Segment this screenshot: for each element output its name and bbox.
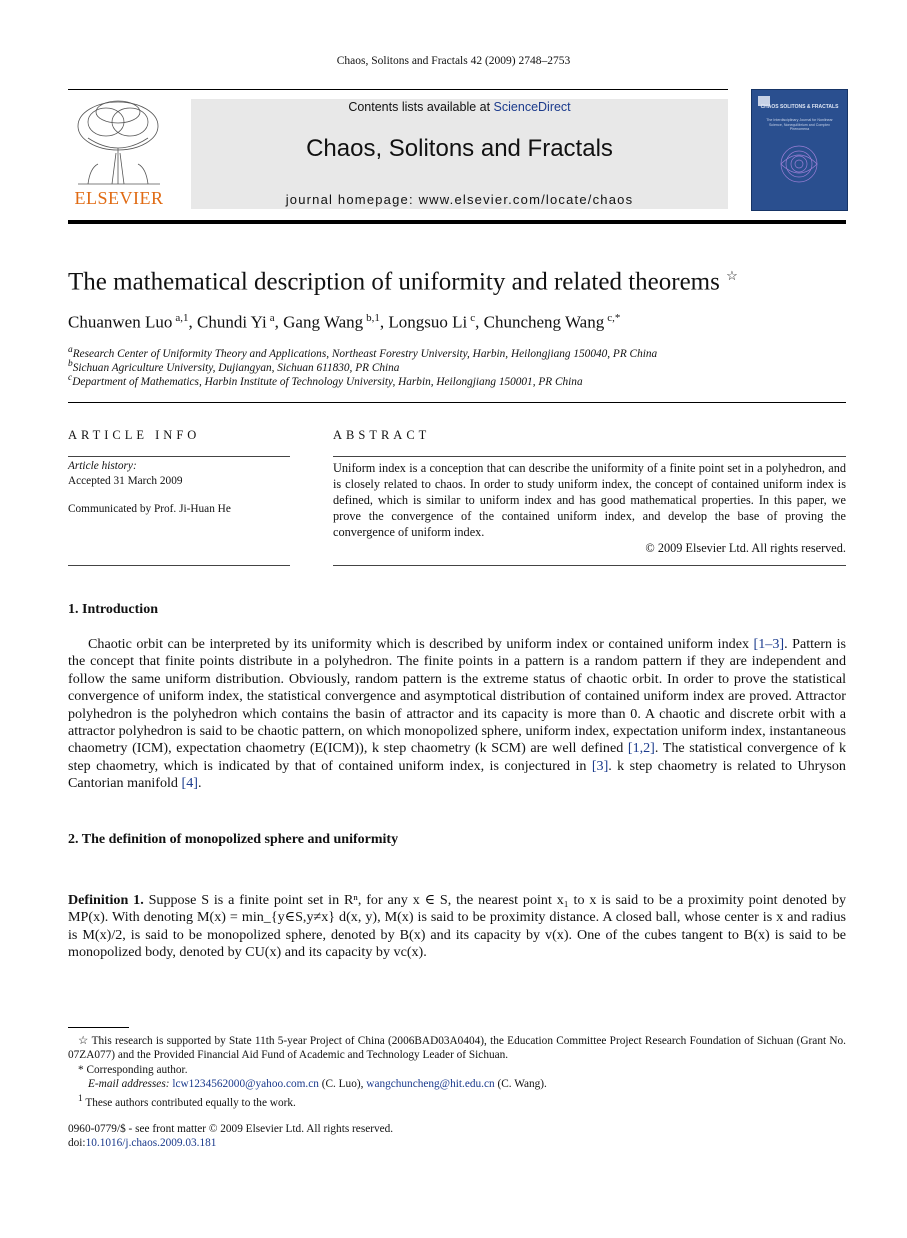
ref-link-4[interactable]: [4] (181, 775, 198, 792)
elsevier-tree-icon (68, 98, 170, 186)
definition-label: Definition 1. (68, 892, 144, 908)
section-1-paragraph: Chaotic orbit can be interpreted by its uniformity which is described by uniform index or contained uniform index [1–3]. Pattern is the concept that finite points distribute in a polyhedron. The finite points in a pattern is a random pattern if they are independent and follow the same uniform distribution. Obviously, random pattern is the extreme status of chaotic orbit. In order to prove the statistical convergence of uniform index, the statistical convergence and asymptotical distribution of contained uniform index are proved. Attractor polyhedron is the polyhedron which contains the basin of attractor and its capacity is more than 0. A chaotic and discrete orbit with a attractor polyhedron is said to be chaotic pattern, on which monopolized sphere, uniform index, expectation uniform index, instantaneous chaometry (ICM), expectation chaometry (E(ICM)), k step chaometry (k SCM) are well defined [1,2]. The statistical convergence of k step chaometry, which is indicated by that of contained uniform index, is conjectured in [3]. k step chaometry is related to Uhryson Cantorian manifold [4]. (68, 636, 847, 792)
elsevier-logo (68, 98, 170, 210)
publisher-wordmark: ELSEVIER (74, 188, 164, 208)
cover-title: CHAOS SOLITONS & FRACTALS (760, 104, 839, 110)
footnote-emails: E-mail addresses: lcw1234562000@yahoo.com.cn (C. Luo), wangchuncheng@hit.edu.cn (C. Wang). (88, 1078, 547, 1090)
cover-subtitle: The Interdisciplinary Journal for Nonlinear Science, Nonequilibrium and Complex Phenomena (766, 118, 833, 132)
contents-line: Contents lists available at ScienceDirect (348, 100, 571, 114)
author-separator: , (379, 312, 389, 332)
accepted-date: Accepted 31 March 2009 (68, 475, 183, 487)
abstract-heading: ABSTRACT (333, 428, 431, 442)
author-name: Chuanwen Luo (68, 312, 173, 332)
footnote-corresponding: * Corresponding author. (78, 1064, 188, 1076)
abstract-bottom-rule (333, 565, 846, 566)
author-affiliation-mark[interactable]: c (470, 312, 476, 324)
author-affiliation-mark[interactable]: c,* (607, 312, 621, 324)
author-separator: , (188, 312, 197, 332)
footnote-equal-contribution: $^1$ These authors contributed equally to the work. (78, 1094, 296, 1109)
author-name: Chuncheng Wang (483, 312, 605, 332)
footnote-rule (68, 1027, 129, 1028)
article-info-rule (68, 456, 290, 457)
author-affiliation-mark[interactable]: a,1 (175, 312, 189, 324)
abstract-text: Uniform index is a conception that can describe the uniformity of a finite point set in a polyhedron, and is closely related to chaos. In order to study uniform index, the concept of contained uniform index is defined, which is similar to uniform index and has good mathematical properties. In this paper, we prove the convergence of the contained uniform index, and develop the base of proving the convergence of uniform index. (333, 461, 846, 540)
affiliation-c: $^c$Department of Mathematics, Harbin Institute of Technology University, Harbin, Heilongjiang 150001, PR China (68, 373, 583, 388)
header-bottom-rule (68, 220, 846, 224)
journal-name: Chaos, Solitons and Fractals (306, 135, 613, 162)
author-affiliation-mark[interactable]: b,1 (366, 312, 380, 324)
doi-line: doi:10.1016/j.chaos.2009.03.181 (68, 1137, 217, 1149)
doi-link[interactable]: 10.1016/j.chaos.2009.03.181 (85, 1137, 217, 1149)
cover-fractal-icon (774, 142, 824, 186)
affiliation-b: $^b$Sichuan Agriculture University, Dujiangyan, Sichuan 611830, PR China (68, 359, 400, 374)
author-separator: , (475, 312, 484, 332)
abstract-rule (333, 456, 846, 457)
ref-link-2[interactable]: [1,2] (627, 740, 655, 757)
header-top-rule (68, 89, 728, 90)
section-1-heading: 1. Introduction (68, 602, 158, 617)
abstract-copyright: © 2009 Elsevier Ltd. All rights reserved. (645, 541, 846, 555)
author-name: Longsuo Li (388, 312, 468, 332)
footnote-funding: ☆ This research is supported by State 11th 5-year Project of China (2006BAD03A0404), the Education Committee Project Research Foundation of Sichuan (Grant No. 07ZA077) and the Provided Financial Aid Fund of Academic and Technology Leader of Sichuan. (68, 1035, 846, 1062)
email-link-wang[interactable]: wangchuncheng@hit.edu.cn (366, 1078, 495, 1090)
author-affiliation-mark[interactable]: a (269, 312, 275, 324)
journal-homepage[interactable]: journal homepage: www.elsevier.com/locate/chaos (285, 192, 634, 207)
title-footnote-mark[interactable]: ☆ (726, 268, 738, 283)
sciencedirect-link[interactable]: ScienceDirect (493, 100, 571, 114)
article-title: The mathematical description of uniformity and related theorems ☆ (68, 268, 738, 296)
author-name: Gang Wang (283, 312, 364, 332)
author-name: Chundi Yi (196, 312, 267, 332)
author-list (68, 312, 620, 333)
ref-link-3[interactable]: [3] (591, 757, 609, 774)
article-history-label: Article history: (68, 460, 137, 472)
communicated-by: Communicated by Prof. Ji-Huan He (68, 503, 231, 515)
journal-cover (751, 89, 848, 211)
email-link-luo[interactable]: lcw1234562000@yahoo.com.cn (172, 1078, 319, 1090)
definition-1: Definition 1. Suppose S is a finite point set in Rⁿ, for any x ∈ S, the nearest point x₁ to x is said to be a proximity point denoted by MP(x). With denoting M(x) = min_{y∈S,y≠x} d(x, y), M(x) is said to be proximity distance. A closed ball, whose center is x and radius is M(x)/2, is said to be monopolized sphere, denoted by B(x) and its capacity by v(x). One of the cubes tangent to B(x) is said to be monopolized body, denoted by CU(x) and its capacity by vc(x). (68, 892, 846, 961)
article-info-heading: ARTICLE INFO (68, 428, 201, 442)
ref-link-1[interactable]: [1–3] (753, 636, 785, 652)
journal-banner (191, 99, 728, 209)
author-separator: , (274, 312, 284, 332)
affiliations-rule (68, 402, 846, 403)
journal-citation: Chaos, Solitons and Fractals 42 (2009) 2748–2753 (336, 55, 571, 67)
section-2-heading: 2. The definition of monopolized sphere and uniformity (68, 832, 399, 847)
affiliation-a: $^a$Research Center of Uniformity Theory and Applications, Northeast Forestry University, Harbin, Heilongjiang 150040, PR China (68, 345, 658, 360)
article-info-bottom-rule (68, 565, 290, 566)
issn-line: 0960-0779/$ - see front matter © 2009 Elsevier Ltd. All rights reserved. (68, 1123, 394, 1135)
